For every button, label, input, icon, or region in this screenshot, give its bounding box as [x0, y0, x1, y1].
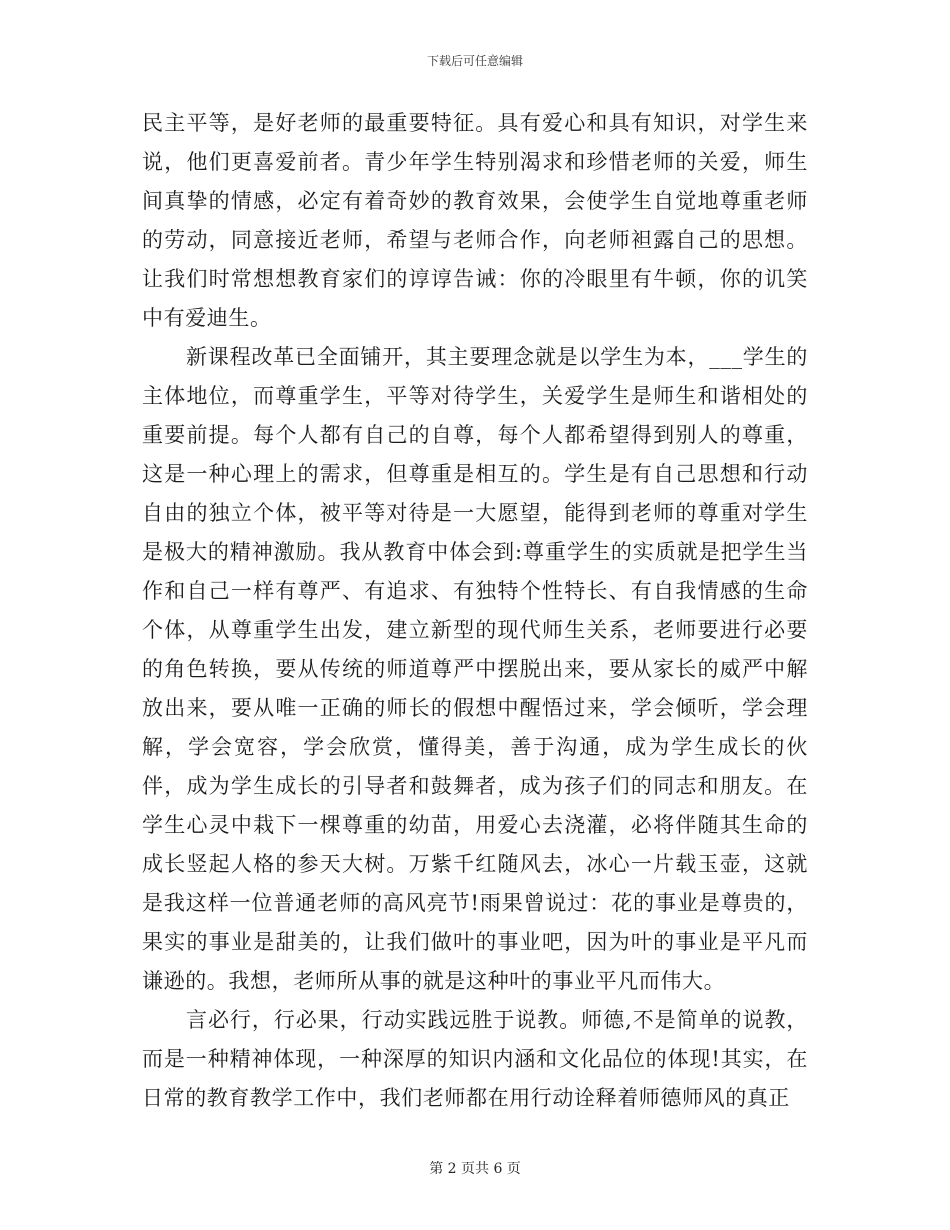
page-footer: 第 2 页共 6 页	[429, 1161, 521, 1177]
paragraph-1: 民主平等，是好老师的最重要特征。具有爱心和具有知识，对学生来说，他们更喜爱前者。青少年学生特别渴求和珍惜老师的关爱，师生间真挚的情感，必定有着奇妙的教育效果，会使学生自觉地尊重老师的劳动，同意接近老师，希望与老师合作，向老师袒露自己的思想。让我们时常想想教育家们的谆谆告诫：你的冷眼里有牛顿，你的讥笑中有爱迪生。	[142, 111, 808, 330]
document-body	[142, 104, 808, 1118]
page-header: 下载后可任意编辑	[426, 54, 523, 68]
paragraph-2: 新课程改革已全面铺开，其主要理念就是以学生为本，___学生的主体地位，而尊重学生，平等对待学生，关爱学生是师生和谐相处的重要前提。每个人都有自己的自尊，每个人都希望得到别人的尊重，这是一种心理上的需求，但尊重是相互的。学生是有自己思想和行动自由的独立个体，被平等对待是一大愿望，能得到老师的尊重对学生是极大的精神激励。我从教育中体会到:尊重学生的实质就是把学生当作和自己一样有尊严、有追求、有独特个性特长、有自我情感的生命个体，从尊重学生出发，建立新型的现代师生关系，老师要进行必要的角色转换，要从传统的师道尊严中摆脱出来，要从家长的威严中解放出来，要从唯一正确的师长的假想中醒悟过来，学会倾听，学会理解，学会宽容，学会欣赏，懂得美，善于沟通，成为学生成长的伙伴，成为学生成长的引导者和鼓舞者，成为孩子们的同志和朋友。在学生心灵中栽下一棵尊重的幼苗，用爱心去浇灌，必将伴随其生命的成长竖起人格的参天大树。万紫千红随风去，冰心一片载玉壶，这就是我这样一位普通老师的高风亮节!雨果曾说过：花的事业是尊贵的，果实的事业是甜美的，让我们做叶的事业吧，因为叶的事业是平凡而谦逊的。我想，老师所从事的就是这种叶的事业平凡而伟大。	[142, 345, 808, 993]
paragraph-3: 言必行，行必果，行动实践远胜于说教。师德,不是简单的说教，而是一种精神体现，一种深厚的知识内涵和文化品位的体现!其实，在日常的教育教学工作中，我们老师都在用行动诠释着师德师风的真正	[142, 1008, 808, 1110]
